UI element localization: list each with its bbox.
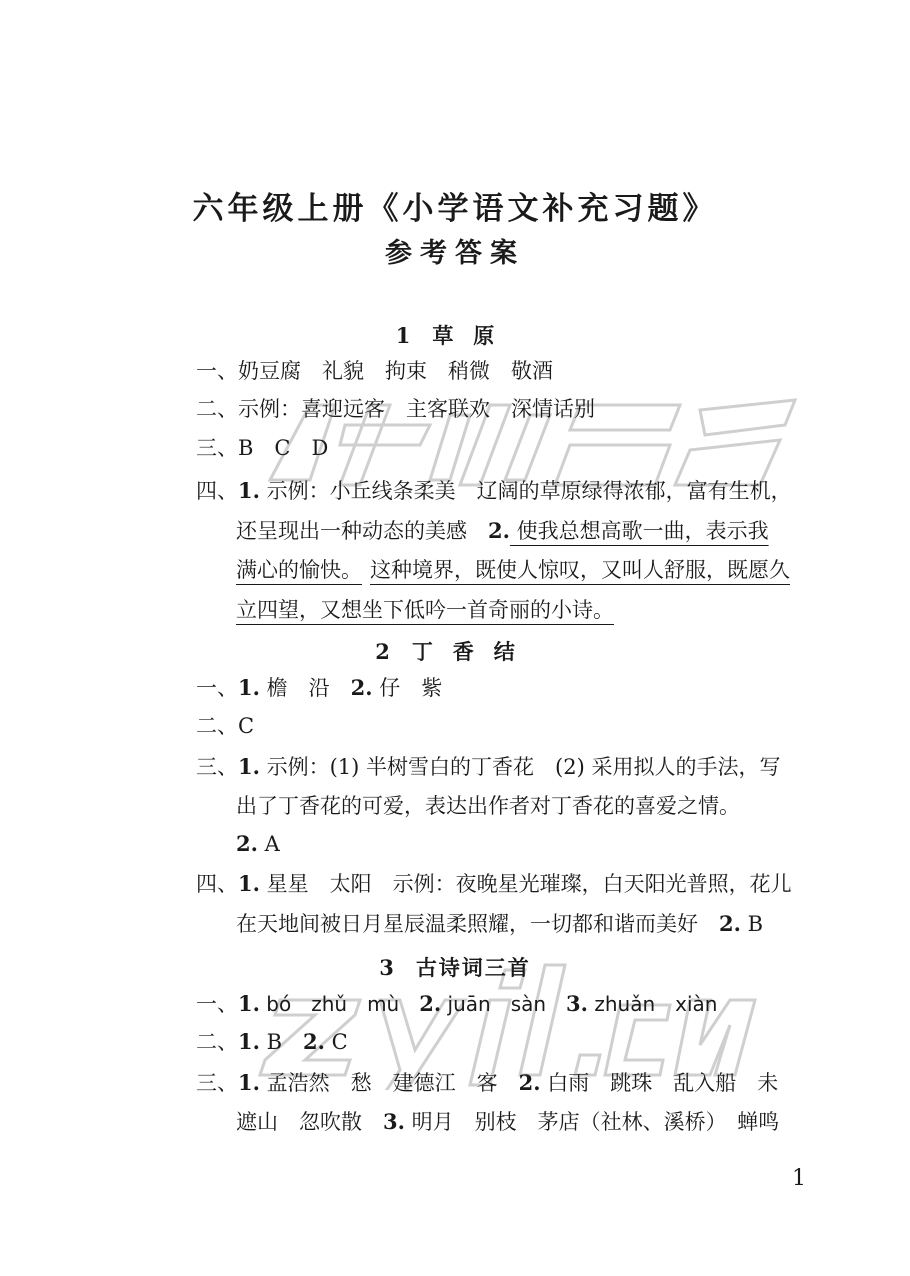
answer-line: 三、1. 孟浩然 愁 建德江 客 2. 白雨 跳珠 乱入船 未 bbox=[196, 1070, 779, 1095]
section-heading bbox=[0, 952, 910, 982]
answer-line: 二、C bbox=[196, 714, 255, 738]
answer-line: 一、奶豆腐 礼貌 拘束 稍微 敬酒 bbox=[196, 359, 553, 383]
answer-line: 三、1. 示例：(1) 半树雪白的丁香花 (2) 采用拟人的手法，写 bbox=[196, 754, 781, 779]
section-heading bbox=[0, 320, 910, 350]
section-name: 古诗词三首 bbox=[415, 955, 531, 980]
answer-line: 遮山 忽吹散 3. 明月 别枝 茅店（社林、溪桥） 蝉鸣 bbox=[236, 1109, 780, 1134]
document-title: 六年级上册《小学语文补充习题》 bbox=[192, 191, 718, 227]
answer-line: 在天地间被日月星辰温柔照耀，一切都和谐而美好 2. B bbox=[236, 911, 764, 936]
document-subtitle: 参考答案 bbox=[385, 238, 525, 269]
answer-line: 三、B C D bbox=[196, 436, 329, 460]
section-name: 丁香结 bbox=[411, 639, 535, 664]
section-heading bbox=[0, 636, 910, 666]
answer-line: 一、1. bó zhǔ mù 2. juān sàn 3. zhuǎn xiàn bbox=[196, 991, 718, 1016]
answer-line: 还呈现出一种动态的美感 2. 使我总想高歌一曲，表示我 bbox=[236, 518, 769, 543]
section-number: 2 bbox=[375, 639, 390, 664]
answer-line: 2. A bbox=[236, 831, 280, 856]
section-number: 1 bbox=[395, 323, 411, 348]
answer-line: 立四望，又想坐下低吟一首奇丽的小诗。 bbox=[236, 598, 614, 622]
answer-line: 四、1. 星星 太阳 示例：夜晚星光璀璨，白天阳光普照，花儿 bbox=[196, 871, 792, 896]
answer-line: 满心的愉快。 这种境界，既使人惊叹，又叫人舒服，既愿久 bbox=[236, 558, 790, 582]
answer-line: 四、1. 示例：小丘线条柔美 辽阔的草原绿得浓郁，富有生机， bbox=[196, 478, 792, 503]
answer-line: 出了丁香花的可爱，表达出作者对丁香花的喜爱之情。 bbox=[236, 794, 740, 818]
answer-line: 二、示例：喜迎远客 主客联欢 深情话别 bbox=[196, 397, 595, 421]
page-number: 1 bbox=[792, 1166, 806, 1191]
section-name: 草原 bbox=[432, 323, 515, 348]
answer-line: 二、1. B 2. C bbox=[196, 1029, 348, 1054]
answer-line: 一、1. 檐 沿 2. 仔 紫 bbox=[196, 675, 443, 700]
section-number: 3 bbox=[379, 955, 394, 980]
